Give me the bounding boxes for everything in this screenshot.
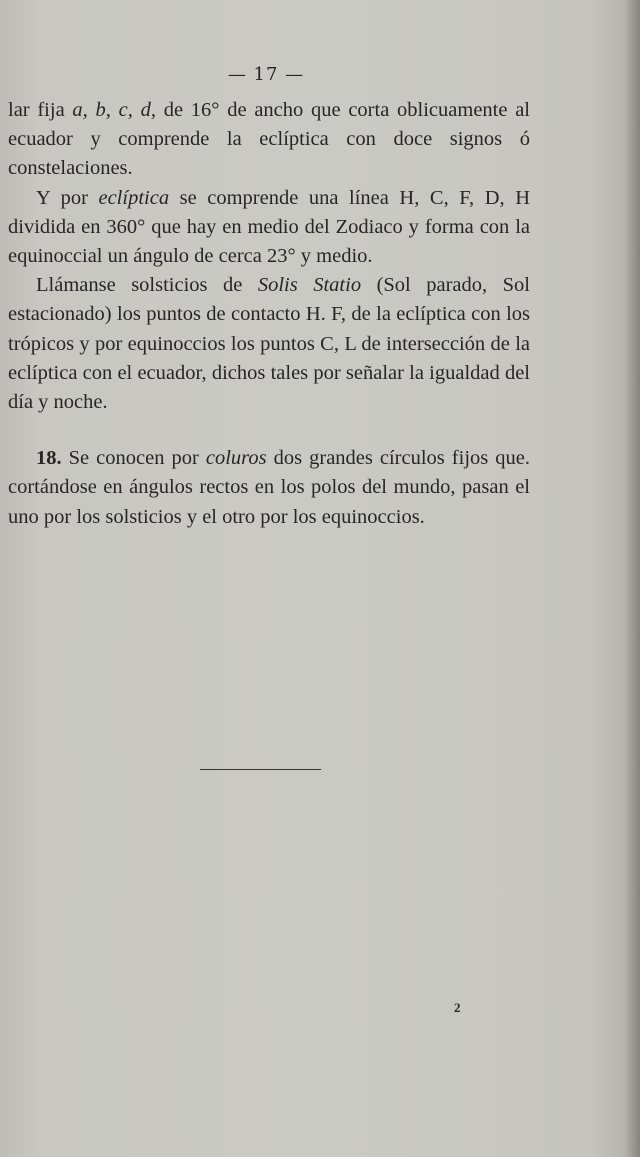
section-number: 18.	[36, 447, 62, 470]
text-segment-italic: a, b, c, d,	[72, 99, 156, 121]
body-text	[8, 96, 530, 532]
section-divider-rule	[200, 769, 321, 770]
text-segment: Se conocen por	[61, 447, 206, 470]
paragraph-18-coluros	[8, 444, 530, 532]
text-segment: lar fija	[8, 99, 73, 121]
text-segment: Y por	[36, 186, 99, 209]
paragraph-solsticios	[8, 271, 530, 417]
page-number: — 17 —	[227, 64, 305, 85]
text-segment: se comprende una línea H, C, F, D, H dividida en 360° que hay en medio del Zodiaco y forma con la equinoccial un ángulo de cerca 23° y medio.	[8, 186, 530, 268]
text-segment: dos grandes círculos fijos que. cortándose en ángulos rectos en los polos del mundo, pasan el uno por los solsticios y el otro por los equinoccios.	[8, 447, 530, 528]
text-segment: de 16° de ancho que corta oblicuamente al ecuador y comprende la eclíptica con doce signos ó constelaciones.	[8, 99, 530, 180]
text-segment-italic: eclíptica	[98, 186, 170, 209]
text-segment: Llámanse solsticios de	[36, 274, 258, 297]
text-segment: (Sol parado, Sol estacionado) los puntos de contacto H. F, de la eclíptica con los trópicos y por equinoccios los puntos C, L de intersección de la eclíptica con el ecuador, dichos tales por señalar la igualdad del día y noche.	[8, 274, 530, 414]
text-segment-italic: coluros	[205, 447, 267, 470]
paragraph-ecliptica	[8, 184, 530, 272]
paragraph-continuation	[8, 96, 530, 184]
printer-signature-mark: 2	[454, 1000, 461, 1015]
text-segment-italic: Solis Statio	[257, 274, 362, 297]
page-spine-shadow	[624, 0, 640, 1157]
